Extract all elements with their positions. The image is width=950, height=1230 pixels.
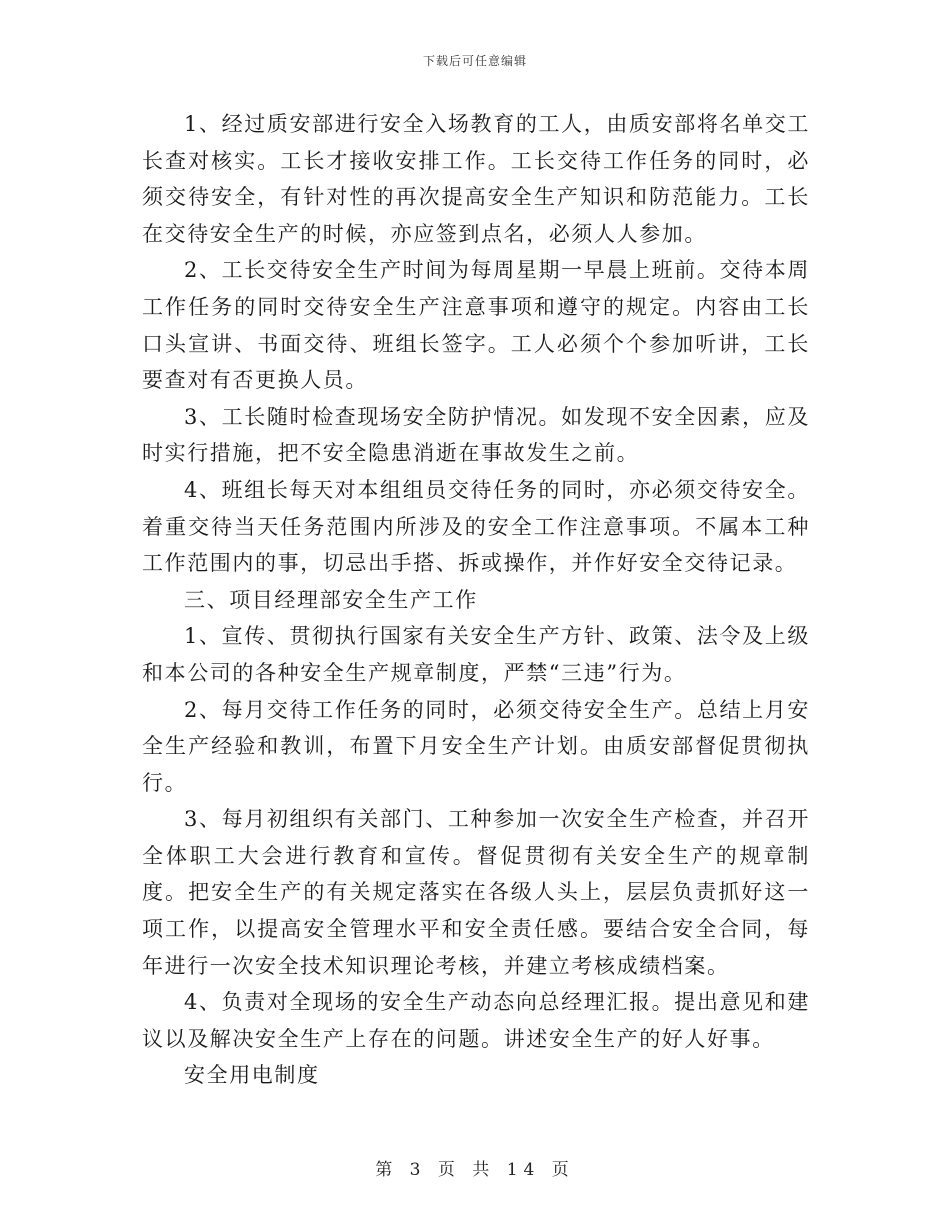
paragraph-publicize-regulations: 1、宣传、贯彻执行国家有关安全生产方针、政策、法令及上级和本公司的各种安全生产规章制度，严禁“三违”行为。	[142, 624, 810, 685]
paragraph-foreman-safety-briefing: 1、经过质安部进行安全入场教育的工人，由质安部将名单交工长查对核实。工长才接收安排工作。工长交待工作任务的同时，必须交待安全，有针对性的再次提高安全生产知识和防范能力。工长在交待安全生产的时候，亦应签到点名，必须人人参加。	[142, 112, 810, 246]
paragraph-monthly-inspection: 3、每月初组织有关部门、工种参加一次安全生产检查，并召开全体职工大会进行教育和宣传。督促贯彻有关安全生产的规章制度。把安全生产的有关规定落实在各级人头上，层层负责抓好这一项工作，以提高安全管理水平和安全责任感。要结合安全合同，每年进行一次安全技术知识理论考核，并建立考核成绩档案。	[142, 807, 810, 978]
section-heading-project-department: 三、项目经理部安全生产工作	[184, 587, 478, 612]
paragraph-report-to-manager: 4、负责对全现场的安全生产动态向总经理汇报。提出意见和建议以及解决安全生产上存在的问题。讲述安全生产的好人好事。	[142, 990, 810, 1051]
document-body	[142, 106, 810, 1094]
paragraph-site-inspection: 3、工长随时检查现场安全防护情况。如发现不安全因素，应及时实行措施，把不安全隐患消逝在事故发生之前。	[142, 404, 810, 466]
page-header: 下载后可任意编辑	[422, 54, 527, 68]
paragraph-team-leader-duty: 4、班组长每天对本组组员交待任务的同时，亦必须交待安全。着重交待当天任务范围内所涉及的安全工作注意事项。不属本工种工作范围内的事，切忌出手搭、拆或操作，并作好安全交待记录。	[142, 477, 810, 576]
section-heading-electricity-rules: 安全用电制度	[184, 1063, 320, 1088]
paragraph-weekly-briefing-time: 2、工长交待安全生产时间为每周星期一早晨上班前。交待本周工作任务的同时交待安全生产注意事项和遵守的规定。内容由工长口头宣讲、书面交待、班组长签字。工人必须个个参加听讲，工长要查对有否更换人员。	[142, 258, 810, 393]
paragraph-monthly-briefing: 2、每月交待工作任务的同时，必须交待安全生产。总结上月安全生产经验和教训，布置下月安全生产计划。由质安部督促贯彻执行。	[142, 697, 810, 795]
page-footer: 第 3 页 共 14 页	[375, 1160, 575, 1180]
